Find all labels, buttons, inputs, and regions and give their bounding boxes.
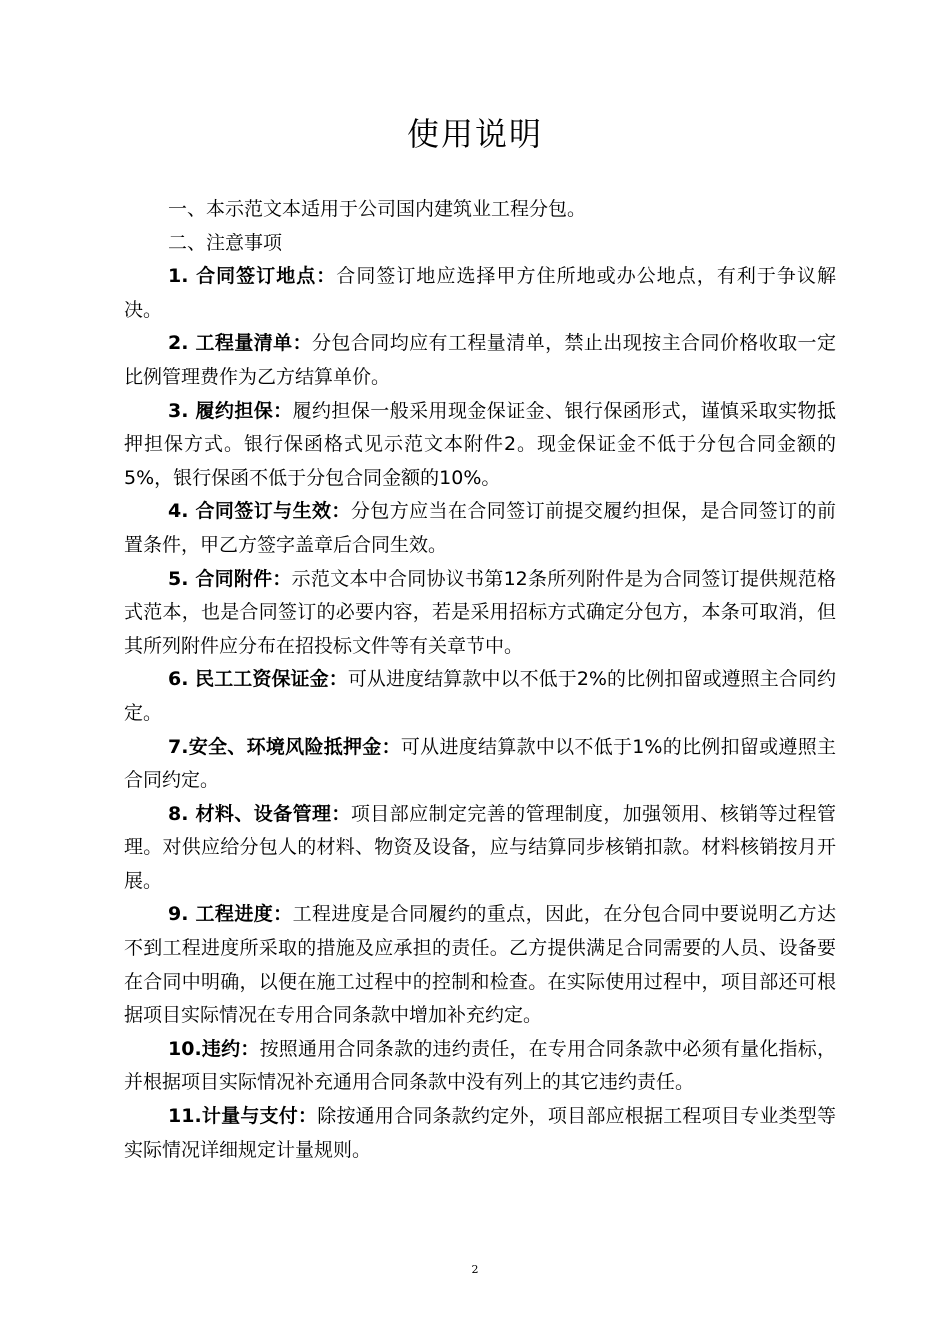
item-number: 10. — [168, 1037, 202, 1060]
item-number: 1. — [168, 265, 197, 288]
item-number: 6. — [168, 668, 196, 691]
document-body — [124, 193, 836, 1167]
item-body: 可从进度结算款中以不低于1%的比例扣留或遵照主合同约定。 — [124, 735, 836, 792]
list-item — [124, 395, 836, 496]
item-number: 3. — [168, 399, 196, 422]
item-heading: 履约担保： — [195, 399, 293, 422]
item-body: 按照通用合同条款的违约责任，在专用合同条款中必须有量化指标，并根据项目实际情况补充通用合同条款中没有列上的其它违约责任。 — [124, 1037, 836, 1094]
item-body: 分包合同均应有工程量清单，禁止出现按主合同价格收取一定比例管理费作为乙方结算单价。 — [124, 332, 836, 388]
item-body: 工程进度是合同履约的重点，因此，在分包合同中要说明乙方达不到工程进度所采取的措施及应承担的责任。乙方提供满足合同需要的人员、设备要在合同中明确，以便在施工过程中的控制和检查。在实际使用过程中，项目部还可根据项目实际情况在专用合同条款中增加补充约定。 — [124, 903, 836, 1027]
section-heading: 二、注意事项 — [168, 231, 283, 254]
page-number: 2 — [471, 1263, 479, 1276]
list-item — [124, 495, 836, 562]
item-number: 2. — [168, 332, 196, 355]
list-item — [124, 327, 836, 394]
item-heading: 合同签订与生效： — [195, 500, 351, 523]
item-number: 7. — [168, 735, 189, 758]
item-heading: 安全、环境风险抵押金： — [188, 735, 401, 758]
item-heading: 民工工资保证金： — [195, 668, 348, 691]
item-heading: 合同附件： — [195, 567, 292, 590]
list-item — [124, 898, 836, 1032]
item-body: 可从进度结算款中以不低于2%的比例扣留或遵照主合同约定。 — [124, 668, 836, 724]
intro-paragraph: 一、本示范文本适用于公司国内建筑业工程分包。 — [168, 198, 587, 220]
item-heading: 材料、设备管理： — [195, 802, 351, 825]
list-item — [124, 731, 836, 798]
item-body: 履约担保一般采用现金保证金、银行保函形式，谨慎采取实物抵押担保方式。银行保函格式见示范文本附件2。现金保证金不低于分包合同金额的5%，银行保函不低于分包合同金额的10%。 — [124, 399, 836, 489]
list-item — [124, 563, 836, 664]
item-number: 8. — [168, 802, 196, 825]
item-body: 合同签订地应选择甲方住所地或办公地点，有利于争议解决。 — [124, 265, 836, 321]
list-item — [124, 663, 836, 730]
item-heading: 计量与支付： — [201, 1105, 318, 1128]
item-heading: 合同签订地点： — [196, 265, 337, 288]
page-title: 使用说明 — [406, 115, 543, 153]
item-body: 除按通用合同条款约定外，项目部应根据工程项目专业类型等实际情况详细规定计量规则。 — [124, 1105, 836, 1161]
item-heading: 工程进度： — [195, 903, 293, 926]
list-item — [124, 798, 836, 899]
item-number: 9. — [168, 903, 196, 926]
item-heading: 违约： — [201, 1037, 260, 1060]
item-number: 5. — [168, 567, 196, 590]
item-number: 4. — [168, 500, 196, 523]
item-body: 项目部应制定完善的管理制度，加强领用、核销等过程管理。对供应给分包人的材料、物资及设备，应与结算同步核销扣款。材料核销按月开展。 — [124, 802, 836, 892]
item-body: 示范文本中合同协议书第12条所列附件是为合同签订提供规范格式范本，也是合同签订的必要内容，若是采用招标方式确定分包方，本条可取消，但其所列附件应分布在招投标文件等有关章节中。 — [124, 567, 836, 657]
item-body: 分包方应当在合同签订前提交履约担保，是合同签订的前置条件，甲乙方签字盖章后合同生效。 — [124, 500, 836, 556]
list-item — [124, 260, 836, 327]
list-item — [124, 1100, 836, 1167]
item-heading: 工程量清单： — [195, 332, 313, 355]
item-number: 11. — [168, 1105, 202, 1128]
list-item — [124, 1033, 836, 1100]
